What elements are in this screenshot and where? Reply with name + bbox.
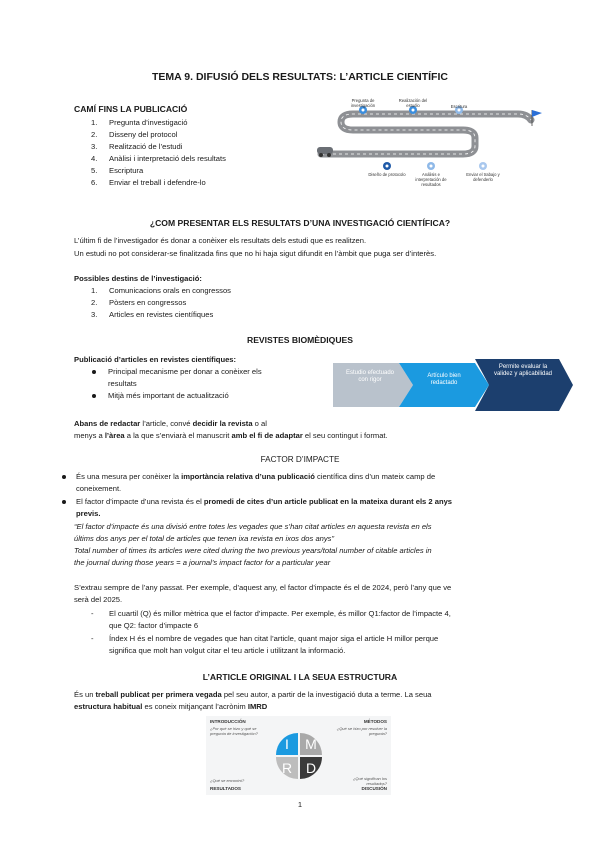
imrd-resultados-question: ¿Qué se encontró? xyxy=(210,778,245,783)
section-heading-factor: FACTOR D’IMPACTE xyxy=(260,455,340,464)
chevron-step-1-label: Estudio efectuado con rigor xyxy=(345,370,395,383)
subheading: Possibles destins de l’investigació: xyxy=(74,274,202,283)
list-item: 3. Articles en revistes científiques xyxy=(91,310,214,320)
chevron-step-2-label: Artículo bien redactado xyxy=(427,373,461,386)
quote: the journal during those years = a journal’s impact factor for a particular year xyxy=(74,558,331,567)
imrd-quadrant-R: R xyxy=(276,757,298,779)
list-item: 4. Anàlisi i interpretació dels resultats xyxy=(91,154,226,164)
milestone-label: Pregunta de investigación xyxy=(350,98,376,108)
list-item: 6. Enviar el treball i defendre-lo xyxy=(91,178,206,188)
roadmap-illustration xyxy=(313,96,545,196)
imrd-discusion-question: ¿Qué significan los resultados? xyxy=(352,776,387,786)
paragraph: S’extrau sempre de l’any passat. Per exemple, d’aquest any, el factor d’impacte és el de 2024, però l’any que ve xyxy=(74,583,452,592)
list-item: 5. Escriptura xyxy=(91,166,144,176)
paragraph: Un estudi no pot considerar-se finalitzada fins que no hi haja sigut difundit en l’àmbit que puga ser d’interès. xyxy=(74,249,437,258)
flag-icon xyxy=(532,110,542,117)
pin-icon xyxy=(383,162,391,170)
milestone-label: Diseño de protocolo xyxy=(368,172,406,177)
imrd-metodos-question: ¿Qué se hizo por resolver la pregunta? xyxy=(336,726,387,736)
imrd-discusion-label: DISCUSIÓN xyxy=(361,786,387,791)
list-item-continuation: coneixement. xyxy=(76,484,122,493)
imrd-quadrant-M: M xyxy=(300,733,322,755)
quote: últims dos anys per el total de articles que tenen ixa revista en ixos dos anys” xyxy=(74,534,335,543)
quote: Total number of times its articles were cited during the two previous years/total number of citable articles in xyxy=(74,546,432,555)
milestone-label: Realización del estudio xyxy=(398,98,428,108)
milestone-label: Análisis e interpretación de resultados xyxy=(415,172,447,187)
paragraph: serà del 2025. xyxy=(74,595,123,604)
page-number: 1 xyxy=(297,800,303,809)
section-heading-com: ¿COM PRESENTAR ELS RESULTATS D’UNA INVESTIGACIÓ CIENTÍFICA? xyxy=(149,218,451,228)
quote: “El factor d’impacte és una divisió entre totes les vegades que s’han citat articles en aquesta revista en els xyxy=(74,522,432,531)
road-path xyxy=(321,114,531,154)
list-item: 2. Pòsters en congressos xyxy=(91,298,187,308)
list-item: 1. Pregunta d’investigació xyxy=(91,118,188,127)
chevron-process xyxy=(333,359,573,411)
imrd-intro-label: INTRODUCCIÓN xyxy=(210,719,246,724)
page-title: TEMA 9. DIFUSIÓ DELS RESULTATS: L’ARTICLE CIENTÍFIC xyxy=(152,71,448,83)
cami-heading: CAMÍ FINS LA PUBLICACIÓ xyxy=(74,104,188,114)
document-page: TEMA 9. DIFUSIÓ DELS RESULTATS: L’ARTICLE CIENTÍFIC CAMÍ FINS LA PUBLICACIÓ 1. Pregunta d’investigació 2. Disseny del protocol 3. Realització de l’estudi 4. Anàlisi i interpretació dels resultats 5. Escriptura 6. Enviar el treball i defendre-lo Pregunta de investigación Realización del estudio Escritura Diseño de protocolo Análisis e interpretación de resultados Enviar el trabajo y defenderlo ¿COM PRESENTAR ELS RESULTATS D’UNA INVESTIGACIÓ CIENTÍFICA? L’últim fi de l’investigador és donar a conèixer els resultats dels estudi que es realitzen. Un estudi no pot considerar-se finalitzada fins que no hi haja sigut difundit en l’àmbit que puga ser d’interès. Possibles destins de l’investigació: 1. Comunicacions orals en congressos 2. Pòsters en congressos 3. Articles en revistes científiques REVISTES BIOMÈDIQUES Publicació d’articles en revistes científiques: Principal mecanisme per donar a conèixer els resultats Mitjà més important de actualització Abans de redactar l’article, convé decidir la revista o al menys a l’àrea a la que s’enviarà el manuscrit amb el fi de adaptar el seu contingut i format. Estudio efectuado con rigor Artículo bien redactado Permite evaluar la validez y aplicabilidad FACTOR D’IMPACTE És una mesura per conèixer la importància relativa d’una publicació científica dins d’un mateix camp de coneixement. El factor d’impacte d’una revista és el promedi de cites d’un article publicat en la mateixa durant els 2 anys previs. “El factor d’impacte és una divisió entre totes les vegades que s’han citat articles en aquesta revista en els últims dos anys per el total de articles que tenen ixa revista en ixos dos anys” Total number of times its articles were cited during the two previous years/total number of citable articles in the journal during those years = a journal’s impact factor for a particular year S’extrau sempre de l’any passat. Per exemple, d’aquest any, el factor d’impacte és el de 2024, però l’any que ve serà del 2025. - El cuartil (Q) és millor mètrica que el factor d’impacte. Per exemple, és millor Q1:factor de l’impacte 4, que Q2: factor d’impacte 6 - Índex H és el nombre de vegades que han citat l’article, quant major siga el article H millor perque significa que molt han volgut citar el teu article i utilitzant la informació. L’ARTICLE ORIGINAL I LA SEUA ESTRUCTURA És un treball publicat per primera vegada pel seu autor, a partir de la investigació duta a terme. La seua estructura habitual es coneix mitjançant l’acrònim IMRD INTRODUCCIÓN ¿Por qué se hizo y qué se pregunta de investigación? MÉTODOS ¿Qué se hizo por resolver la pregunta? ¿Qué se encontró? RESULTADOS ¿Qué significan los resultados? DISCUSIÓN I M R D 1 xyxy=(0,0,600,848)
paragraph: És un treball publicat per primera vegada pel seu autor, a partir de la investigació duta a terme. La seua xyxy=(74,690,432,699)
list-item-continuation: significa que molt han volgut citar el teu article i utilitzant la informació. xyxy=(109,646,346,655)
imrd-intro-question: ¿Por qué se hizo y qué se pregunta de investigación? xyxy=(210,726,258,736)
imrd-resultados-label: RESULTADOS xyxy=(210,786,241,791)
list-item: 3. Realització de l’estudi xyxy=(91,142,183,152)
list-item: 2. Disseny del protocol xyxy=(91,130,178,140)
list-item: 1. Comunicacions orals en congressos xyxy=(91,286,231,295)
pin-icon xyxy=(427,162,435,170)
road-centerline xyxy=(321,114,531,154)
destins-list xyxy=(91,285,231,321)
list-item-continuation: que Q2: factor d’impacte 6 xyxy=(109,621,199,630)
milestone-label: Escritura xyxy=(450,104,468,109)
paragraph: Abans de redactar l’article, convé decidir la revista o al xyxy=(74,419,267,428)
car-icon xyxy=(317,147,333,154)
imrd-quadrant-I: I xyxy=(276,733,298,755)
chevron-step-3-label: Permite evaluar la validez y aplicabilidad xyxy=(493,364,553,377)
paragraph: estructura habitual es coneix mitjançant l’acrònim IMRD xyxy=(74,702,268,711)
list-item-continuation: resultats xyxy=(108,379,137,388)
list-item-continuation: previs. xyxy=(76,509,101,518)
paragraph: menys a l’àrea a la que s’enviarà el manuscrit amb el fi de adaptar el seu contingut i format. xyxy=(74,431,388,440)
subheading: Publicació d’articles en revistes científiques: xyxy=(74,355,237,364)
imrd-diagram xyxy=(206,716,391,795)
section-heading-original: L’ARTICLE ORIGINAL I LA SEUA ESTRUCTURA xyxy=(202,672,398,682)
imrd-quadrant-D: D xyxy=(300,757,322,779)
paragraph: L’últim fi de l’investigador és donar a conèixer els resultats dels estudi que es realitzen. xyxy=(74,236,367,245)
imrd-metodos-label: MÉTODOS xyxy=(363,719,387,724)
section-heading-revistes: REVISTES BIOMÈDIQUES xyxy=(246,335,353,345)
cami-list xyxy=(91,117,226,190)
milestone-label: Enviar el trabajo y defenderlo xyxy=(466,172,500,182)
pin-icon xyxy=(479,162,487,170)
